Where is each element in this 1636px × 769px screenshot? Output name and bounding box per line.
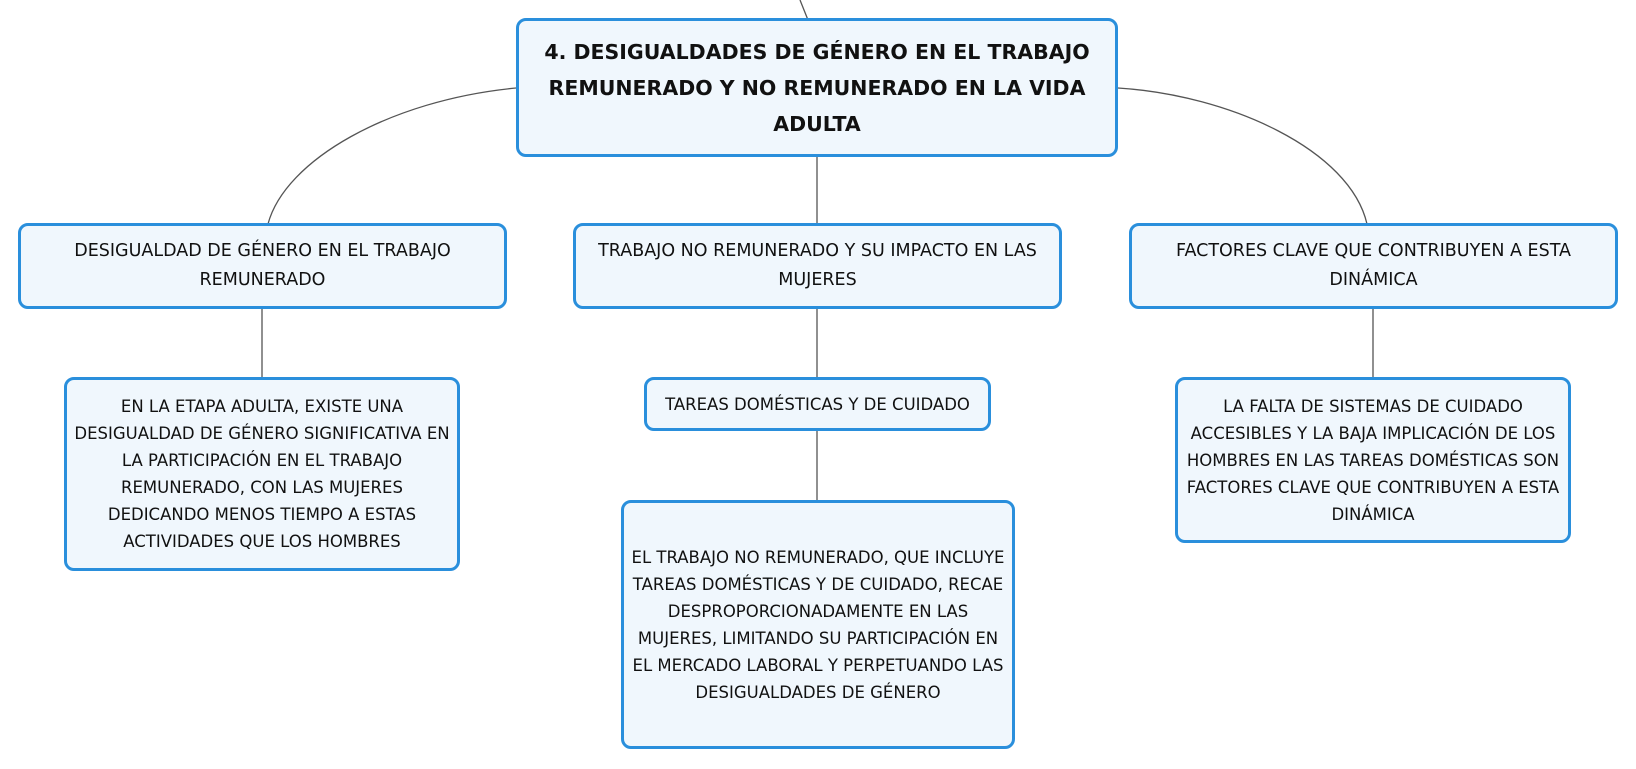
branch-topic-label: DESIGUALDAD DE GÉNERO EN EL TRABAJO REMUNERADO — [74, 241, 451, 290]
subtopic-label: TAREAS DOMÉSTICAS Y DE CUIDADO — [665, 394, 970, 414]
branch-topic-key-factors[interactable] — [1129, 223, 1618, 309]
connector-root-to-branch-3 — [1118, 88, 1367, 224]
root-topic-label: 4. DESIGUALDADES DE GÉNERO EN EL TRABAJO REMUNERADO Y NO REMUNERADO EN LA VIDA ADULTA — [544, 39, 1090, 136]
connector-parent-to-root — [800, 0, 808, 20]
root-topic[interactable] — [516, 18, 1118, 157]
branch-topic-label: TRABAJO NO REMUNERADO Y SU IMPACTO EN LAS MUJERES — [598, 241, 1037, 290]
subtopic-label: EN LA ETAPA ADULTA, EXISTE UNA DESIGUALDAD DE GÉNERO SIGNIFICATIVA EN LA PARTICIPACIÓN EN EL TRABAJO REMUNERADO, CON LAS MUJERES DEDICANDO MENOS TIEMPO A ESTAS ACTIVIDADES QUE LOS HOMBRES — [74, 397, 450, 551]
subtopic-label: LA FALTA DE SISTEMAS DE CUIDADO ACCESIBLES Y LA BAJA IMPLICACIÓN DE LOS HOMBRES EN LAS TAREAS DOMÉSTICAS SON FACTORES CLAVE QUE CONTRIBUYEN A ESTA DINÁMICA — [1186, 396, 1560, 524]
subtopic-label: EL TRABAJO NO REMUNERADO, QUE INCLUYE TAREAS DOMÉSTICAS Y DE CUIDADO, RECAE DESPROPORCIONADAMENTE EN LAS MUJERES, LIMITANDO SU PARTICIPACIÓN EN EL MERCADO LABORAL Y PERPETUANDO LAS DESIGUALDADES DE GÉNERO — [631, 547, 1005, 702]
subtopic-key-factors-detail[interactable] — [1175, 377, 1571, 543]
branch-topic-label: FACTORES CLAVE QUE CONTRIBUYEN A ESTA DINÁMICA — [1175, 241, 1572, 290]
branch-topic-unpaid-work[interactable] — [573, 223, 1062, 309]
subtopic-paid-work-detail[interactable] — [64, 377, 460, 571]
connector-root-to-branch-1 — [268, 88, 516, 224]
subtopic-domestic-care-tasks[interactable] — [644, 377, 991, 431]
branch-topic-paid-work[interactable] — [18, 223, 507, 309]
subtopic-unpaid-work-detail[interactable] — [621, 500, 1015, 749]
